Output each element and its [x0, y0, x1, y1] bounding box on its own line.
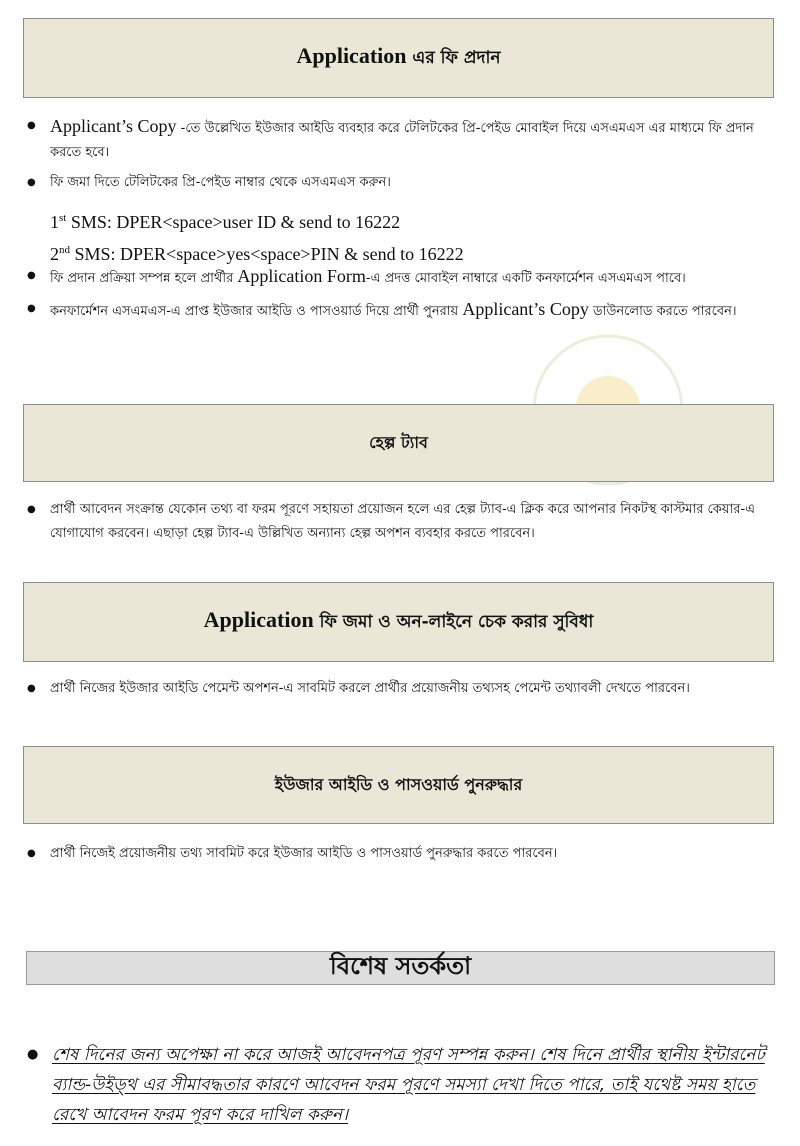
- warning-title: বিশেষ সতর্কতা: [329, 952, 472, 980]
- help-section-title: হেল্প ট্যাব: [369, 432, 428, 452]
- warning-header: [26, 951, 775, 985]
- fee-section-header: [23, 18, 774, 98]
- fee-bullet-list: [24, 114, 776, 201]
- fee-bullet-1: ● Applicant’s Copy -তে উল্লেখিত ইউজার আইডি ব্যবহার করে টেলিটকের প্রি-পেইড মোবাইল দিয়ে এসএমএস এর মাধ্যমে ফি প্রদান করতে হবে।: [24, 114, 776, 165]
- fee-bullet-4: ● কনফার্মেশন এসএমএস-এ প্রাপ্ত ইউজার আইডি ও পাসওয়ার্ড দিয়ে প্রার্থী পুনরায় Applicant’s Copy ডাউনলোড করতে পারবেন।: [24, 297, 776, 324]
- check-bullet-1: ● প্রার্থী নিজের ইউজার আইডি পেমেন্ট অপশন-এ সাবমিট করলে প্রার্থীর প্রয়োজনীয় তথ্যসহ পেমেন্ট তথ্যাবলী দেখতে পারবেন।: [24, 677, 776, 701]
- check-bullet-list: [24, 677, 776, 707]
- recover-section-title: ইউজার আইডি ও পাসওয়ার্ড পুনরুদ্ধার: [274, 774, 523, 794]
- sms-line-2: 2nd SMS: DPER<space>yes<space>PIN & send to 16222: [50, 244, 464, 264]
- fee-section-title: Application এর ফি প্রদান: [296, 43, 501, 68]
- sms-line-1: 1st SMS: DPER<space>user ID & send to 16222: [50, 212, 401, 232]
- help-bullet-1: ● প্রার্থী আবেদন সংক্রান্ত যেকোন তথ্য বা ফরম পূরণে সহায়তা প্রয়োজন হলে এর হেল্প ট্যাব-এ ক্লিক করে আপনার নিকটস্থ কাস্টমার কেয়ার-এ যোগাযোগ করবেন। এছাড়া হেল্প ট্যাব-এ উল্লিখিত অন্যান্য হেল্প অপশন ব্যবহার করতে পারবেন।: [24, 498, 776, 546]
- fee-bullet-list-2: [24, 264, 776, 330]
- help-section-header: [23, 404, 774, 482]
- recover-bullet-1: ● প্রার্থী নিজেই প্রয়োজনীয় তথ্য সাবমিট করে ইউজার আইডি ও পাসওয়ার্ড পুনরুদ্ধার করতে পারবেন।: [24, 842, 776, 866]
- recover-section-header: [23, 746, 774, 824]
- warning-item: ● শেষ দিনের জন্য অপেক্ষা না করে আজই আবেদনপত্র পূরণ সম্পন্ন করুন। শেষ দিনে প্রার্থীর স্থানীয় ইন্টারনেট ব্যান্ড-উইড্থ এর সীমাবদ্ধতার কারণে আবেদন ফরম পূরণে সমস্যা দেখা দিতে পারে, তাই যথেষ্ট সময় হাতে রেখে আবেদন ফরম পূরণ করে দাখিল করুন।: [24, 1040, 778, 1130]
- warning-list: [24, 1040, 778, 1130]
- fee-bullet-3: ● ফি প্রদান প্রক্রিয়া সম্পন্ন হলে প্রার্থীর Application Form-এ প্রদত্ত মোবাইল নাম্বারে একটি কনফার্মেশন এসএমএস পাবে।: [24, 264, 776, 291]
- sms-instructions: [50, 204, 464, 268]
- check-section-header: [23, 582, 774, 662]
- fee-bullet-2: ● ফি জমা দিতে টেলিটকের প্রি-পেইড নাম্বার থেকে এসএমএস করুন।: [24, 171, 776, 195]
- check-section-title: Application ফি জমা ও অন-লাইনে চেক করার সুবিধা: [203, 607, 594, 632]
- help-bullet-list: [24, 498, 776, 552]
- recover-bullet-list: [24, 842, 776, 872]
